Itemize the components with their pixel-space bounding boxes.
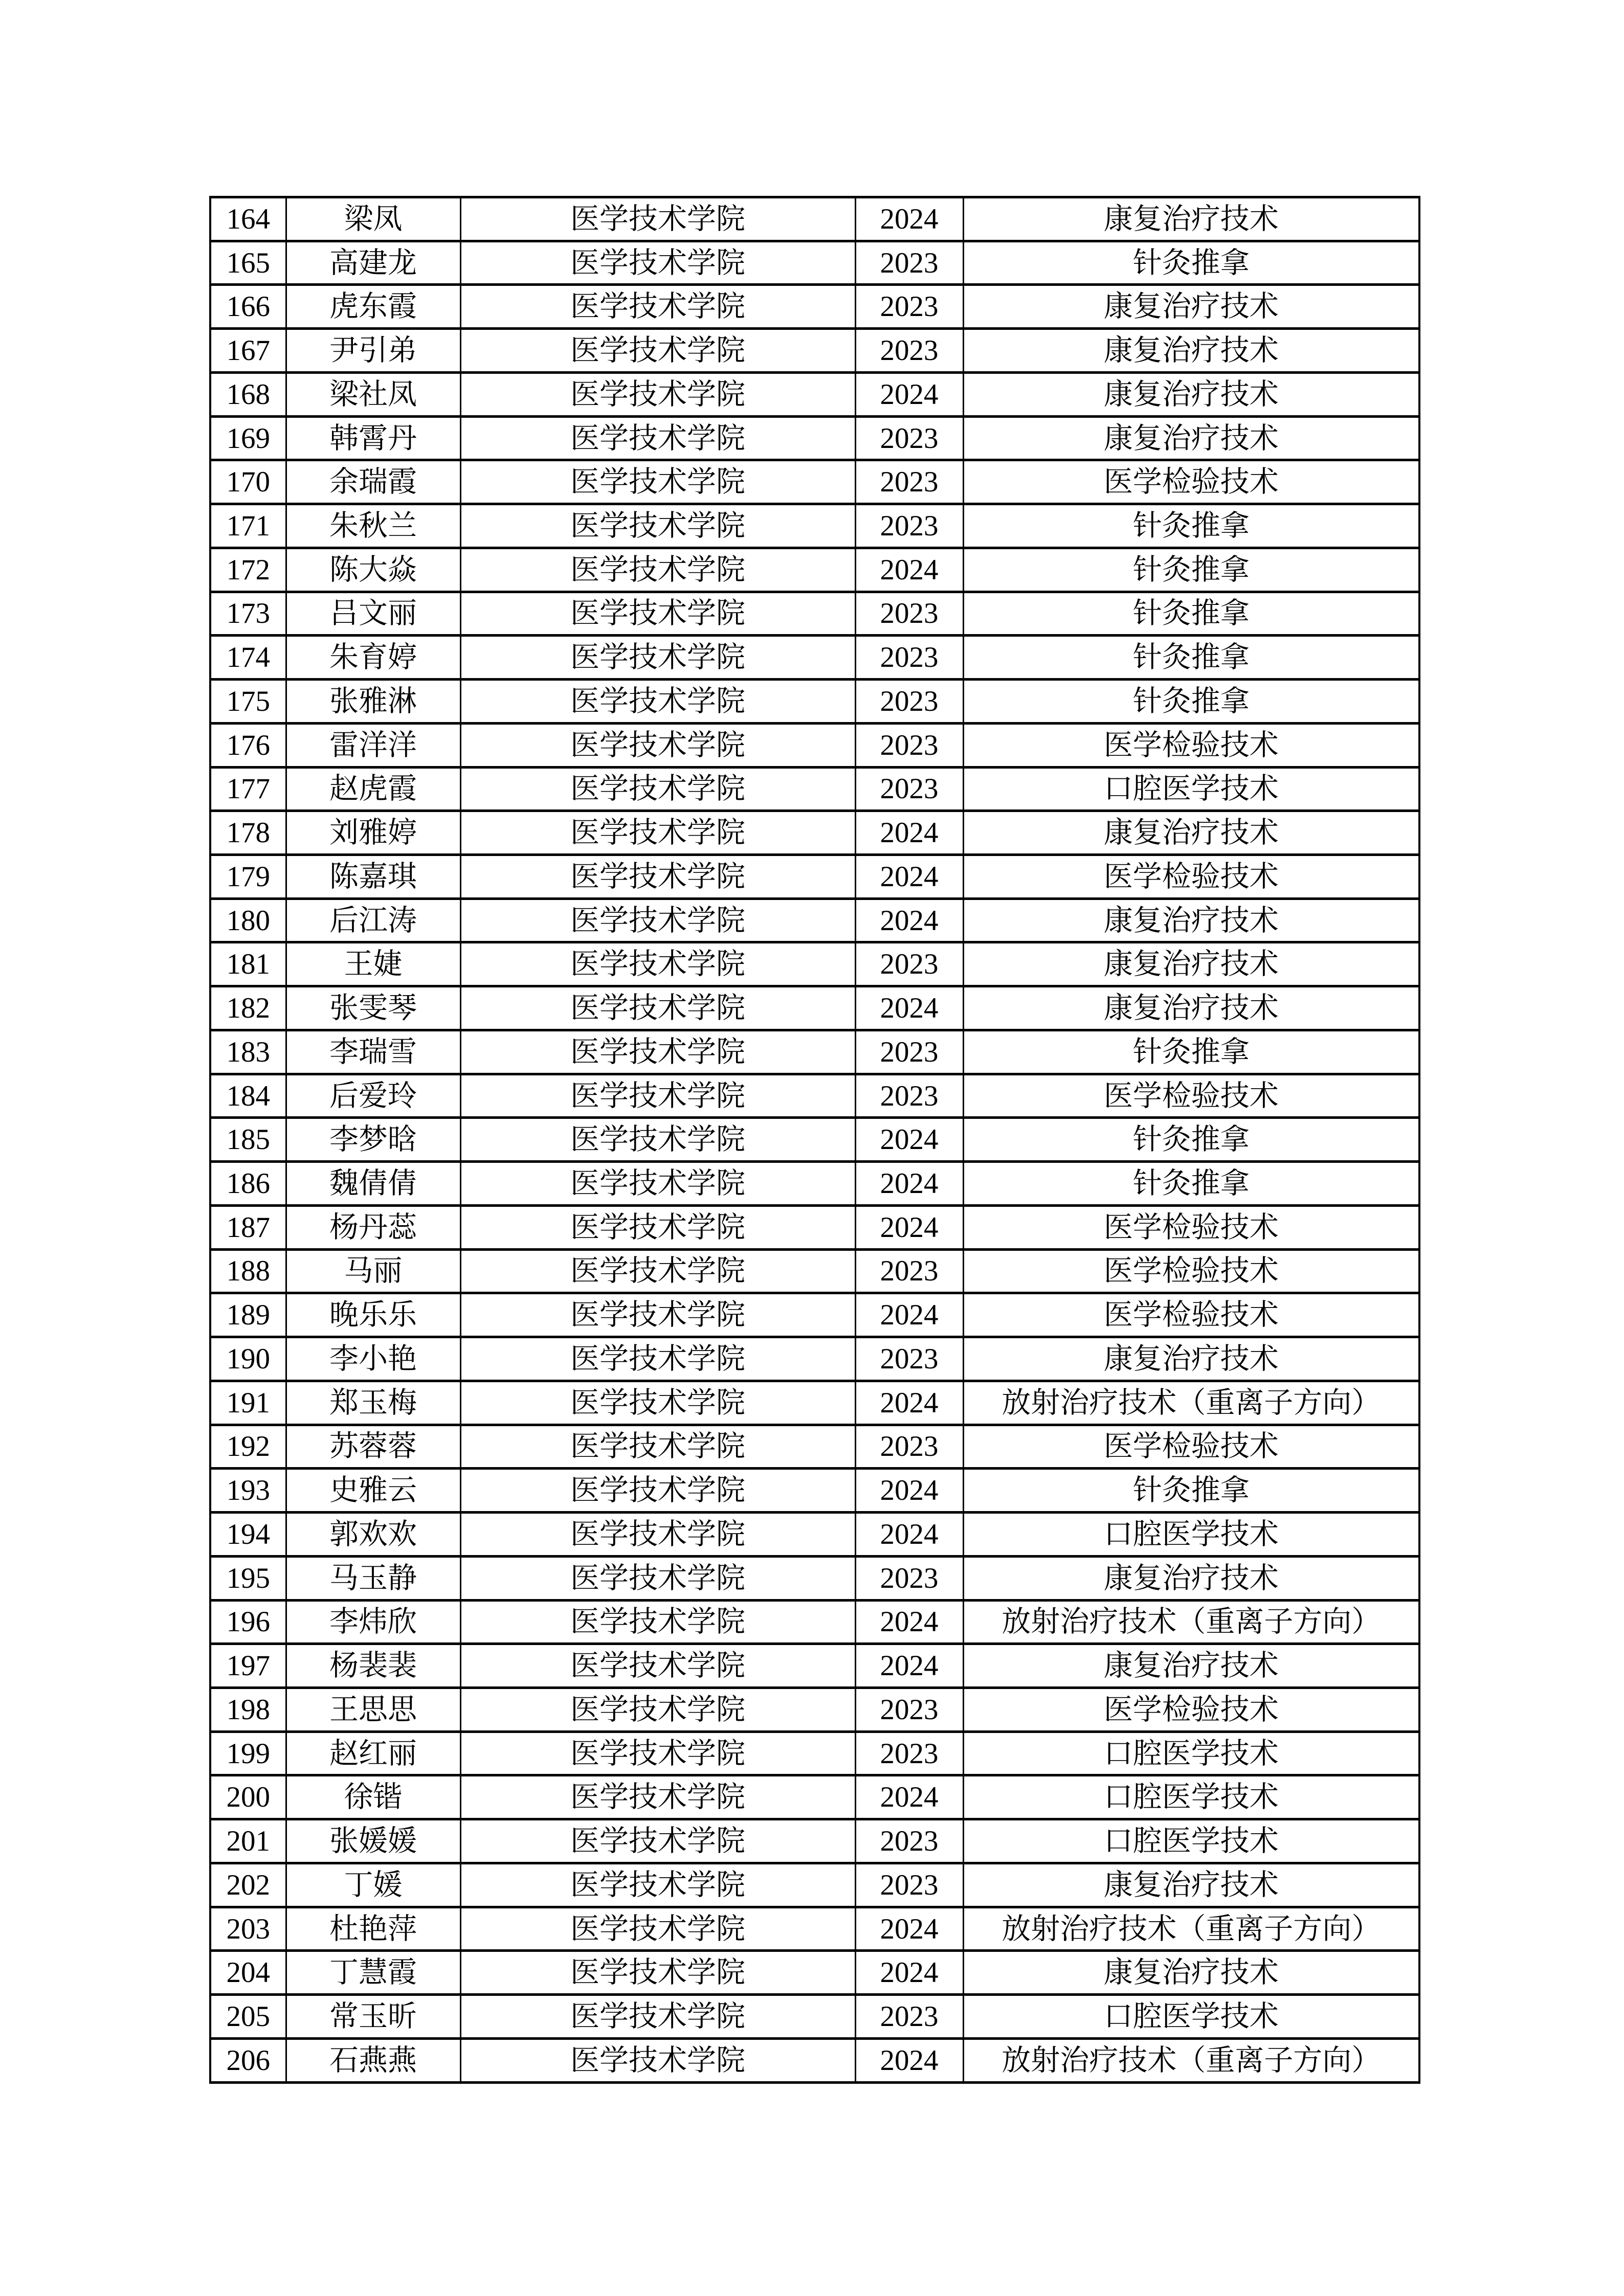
cell-no: 189 [210, 1293, 286, 1337]
cell-no: 200 [210, 1775, 286, 1819]
table-row [210, 1293, 1419, 1337]
cell-name: 朱秋兰 [286, 504, 460, 548]
cell-no: 203 [210, 1907, 286, 1951]
cell-college: 医学技术学院 [460, 1337, 855, 1381]
cell-no: 172 [210, 548, 286, 592]
cell-year: 2024 [855, 548, 963, 592]
cell-college: 医学技术学院 [460, 1863, 855, 1907]
cell-no: 204 [210, 1951, 286, 1995]
cell-name: 苏蓉蓉 [286, 1425, 460, 1469]
table-row [210, 1513, 1419, 1557]
cell-major: 康复治疗技术 [963, 898, 1419, 942]
cell-year: 2023 [855, 504, 963, 548]
cell-major: 放射治疗技术（重离子方向） [963, 1907, 1419, 1951]
cell-major: 医学检验技术 [963, 1205, 1419, 1249]
cell-major: 医学检验技术 [963, 1687, 1419, 1731]
table-row [210, 811, 1419, 855]
cell-major: 口腔医学技术 [963, 1775, 1419, 1819]
cell-no: 175 [210, 680, 286, 724]
table-row [210, 1644, 1419, 1688]
cell-year: 2023 [855, 241, 963, 285]
table-row [210, 1556, 1419, 1600]
cell-year: 2024 [855, 1951, 963, 1995]
cell-no: 164 [210, 197, 286, 241]
cell-name: 郭欢欢 [286, 1513, 460, 1557]
table-row [210, 285, 1419, 329]
cell-major: 针灸推拿 [963, 504, 1419, 548]
cell-major: 医学检验技术 [963, 1425, 1419, 1469]
cell-major: 医学检验技术 [963, 855, 1419, 899]
cell-year: 2024 [855, 1513, 963, 1557]
cell-name: 晚乐乐 [286, 1293, 460, 1337]
table-row [210, 1951, 1419, 1995]
cell-year: 2023 [855, 723, 963, 767]
cell-no: 199 [210, 1731, 286, 1775]
cell-college: 医学技术学院 [460, 1118, 855, 1162]
cell-name: 徐锴 [286, 1775, 460, 1819]
table-row [210, 329, 1419, 373]
table-row [210, 1205, 1419, 1249]
cell-major: 针灸推拿 [963, 592, 1419, 636]
cell-year: 2024 [855, 811, 963, 855]
cell-major: 口腔医学技术 [963, 767, 1419, 811]
cell-year: 2024 [855, 2038, 963, 2082]
cell-no: 192 [210, 1425, 286, 1469]
cell-major: 放射治疗技术（重离子方向） [963, 1600, 1419, 1644]
cell-name: 丁慧霞 [286, 1951, 460, 1995]
cell-college: 医学技术学院 [460, 855, 855, 899]
cell-college: 医学技术学院 [460, 942, 855, 986]
cell-year: 2024 [855, 197, 963, 241]
cell-year: 2023 [855, 1030, 963, 1074]
table-row [210, 1819, 1419, 1863]
cell-no: 197 [210, 1644, 286, 1688]
cell-college: 医学技术学院 [460, 460, 855, 504]
table-row [210, 1030, 1419, 1074]
cell-no: 169 [210, 416, 286, 460]
cell-name: 雷洋洋 [286, 723, 460, 767]
cell-name: 陈大焱 [286, 548, 460, 592]
cell-name: 丁媛 [286, 1863, 460, 1907]
table-row [210, 636, 1419, 680]
cell-college: 医学技术学院 [460, 592, 855, 636]
cell-no: 186 [210, 1162, 286, 1206]
cell-major: 医学检验技术 [963, 1249, 1419, 1293]
cell-no: 180 [210, 898, 286, 942]
table-row [210, 1687, 1419, 1731]
cell-major: 康复治疗技术 [963, 942, 1419, 986]
cell-no: 181 [210, 942, 286, 986]
cell-no: 206 [210, 2038, 286, 2082]
cell-name: 梁社凤 [286, 372, 460, 416]
cell-name: 马玉静 [286, 1556, 460, 1600]
cell-college: 医学技术学院 [460, 285, 855, 329]
cell-college: 医学技术学院 [460, 329, 855, 373]
cell-year: 2023 [855, 1687, 963, 1731]
cell-major: 针灸推拿 [963, 636, 1419, 680]
cell-college: 医学技术学院 [460, 1556, 855, 1600]
table-row [210, 1425, 1419, 1469]
cell-name: 陈嘉琪 [286, 855, 460, 899]
cell-college: 医学技术学院 [460, 1951, 855, 1995]
cell-major: 针灸推拿 [963, 1118, 1419, 1162]
cell-no: 174 [210, 636, 286, 680]
cell-name: 梁凤 [286, 197, 460, 241]
cell-college: 医学技术学院 [460, 1469, 855, 1513]
cell-year: 2024 [855, 1162, 963, 1206]
cell-name: 史雅云 [286, 1469, 460, 1513]
cell-major: 放射治疗技术（重离子方向） [963, 2038, 1419, 2082]
cell-college: 医学技术学院 [460, 1644, 855, 1688]
cell-college: 医学技术学院 [460, 811, 855, 855]
table-row [210, 1775, 1419, 1819]
cell-name: 李炜欣 [286, 1600, 460, 1644]
cell-year: 2024 [855, 1644, 963, 1688]
table-row [210, 1074, 1419, 1118]
cell-major: 针灸推拿 [963, 1162, 1419, 1206]
cell-year: 2023 [855, 636, 963, 680]
cell-major: 康复治疗技术 [963, 329, 1419, 373]
cell-major: 康复治疗技术 [963, 811, 1419, 855]
cell-major: 针灸推拿 [963, 680, 1419, 724]
cell-name: 杜艳萍 [286, 1907, 460, 1951]
cell-major: 医学检验技术 [963, 1293, 1419, 1337]
cell-name: 王思思 [286, 1687, 460, 1731]
cell-college: 医学技术学院 [460, 2038, 855, 2082]
cell-no: 176 [210, 723, 286, 767]
cell-no: 183 [210, 1030, 286, 1074]
cell-no: 167 [210, 329, 286, 373]
cell-name: 高建龙 [286, 241, 460, 285]
cell-college: 医学技术学院 [460, 636, 855, 680]
cell-college: 医学技术学院 [460, 1293, 855, 1337]
cell-college: 医学技术学院 [460, 1731, 855, 1775]
cell-major: 放射治疗技术（重离子方向） [963, 1381, 1419, 1425]
cell-no: 165 [210, 241, 286, 285]
cell-major: 针灸推拿 [963, 548, 1419, 592]
cell-year: 2023 [855, 1074, 963, 1118]
cell-major: 康复治疗技术 [963, 986, 1419, 1030]
table-row [210, 1907, 1419, 1951]
cell-name: 郑玉梅 [286, 1381, 460, 1425]
cell-college: 医学技术学院 [460, 1513, 855, 1557]
cell-name: 韩霄丹 [286, 416, 460, 460]
cell-year: 2024 [855, 1907, 963, 1951]
cell-year: 2024 [855, 1775, 963, 1819]
cell-year: 2023 [855, 416, 963, 460]
cell-major: 康复治疗技术 [963, 197, 1419, 241]
cell-no: 184 [210, 1074, 286, 1118]
cell-year: 2023 [855, 460, 963, 504]
cell-name: 后爱玲 [286, 1074, 460, 1118]
table-row [210, 1381, 1419, 1425]
table-row [210, 592, 1419, 636]
cell-no: 171 [210, 504, 286, 548]
cell-no: 185 [210, 1118, 286, 1162]
cell-major: 康复治疗技术 [963, 285, 1419, 329]
cell-no: 190 [210, 1337, 286, 1381]
cell-name: 张雯琴 [286, 986, 460, 1030]
cell-year: 2023 [855, 1731, 963, 1775]
cell-name: 尹引弟 [286, 329, 460, 373]
table-row [210, 942, 1419, 986]
table-row [210, 1995, 1419, 2039]
cell-name: 李小艳 [286, 1337, 460, 1381]
cell-major: 口腔医学技术 [963, 1819, 1419, 1863]
cell-no: 177 [210, 767, 286, 811]
cell-name: 余瑞霞 [286, 460, 460, 504]
cell-no: 173 [210, 592, 286, 636]
cell-major: 康复治疗技术 [963, 1951, 1419, 1995]
cell-no: 195 [210, 1556, 286, 1600]
cell-college: 医学技术学院 [460, 1249, 855, 1293]
cell-no: 193 [210, 1469, 286, 1513]
cell-college: 医学技术学院 [460, 1819, 855, 1863]
cell-name: 王婕 [286, 942, 460, 986]
cell-name: 李瑞雪 [286, 1030, 460, 1074]
cell-college: 医学技术学院 [460, 723, 855, 767]
cell-college: 医学技术学院 [460, 416, 855, 460]
cell-year: 2024 [855, 1205, 963, 1249]
cell-major: 针灸推拿 [963, 241, 1419, 285]
cell-major: 口腔医学技术 [963, 1731, 1419, 1775]
cell-major: 针灸推拿 [963, 1030, 1419, 1074]
cell-college: 医学技术学院 [460, 548, 855, 592]
cell-no: 196 [210, 1600, 286, 1644]
cell-year: 2024 [855, 898, 963, 942]
cell-no: 194 [210, 1513, 286, 1557]
cell-year: 2023 [855, 1337, 963, 1381]
cell-year: 2023 [855, 1819, 963, 1863]
cell-name: 赵红丽 [286, 1731, 460, 1775]
table-row [210, 1162, 1419, 1206]
table-row [210, 680, 1419, 724]
cell-year: 2024 [855, 1118, 963, 1162]
cell-college: 医学技术学院 [460, 1995, 855, 2039]
table-row [210, 1337, 1419, 1381]
cell-year: 2023 [855, 285, 963, 329]
table-row [210, 1249, 1419, 1293]
table-row [210, 372, 1419, 416]
cell-name: 石燕燕 [286, 2038, 460, 2082]
cell-major: 康复治疗技术 [963, 1644, 1419, 1688]
cell-major: 医学检验技术 [963, 1074, 1419, 1118]
cell-year: 2024 [855, 1293, 963, 1337]
cell-year: 2024 [855, 1600, 963, 1644]
cell-college: 医学技术学院 [460, 197, 855, 241]
cell-major: 康复治疗技术 [963, 1863, 1419, 1907]
cell-name: 赵虎霞 [286, 767, 460, 811]
cell-name: 杨丹蕊 [286, 1205, 460, 1249]
cell-name: 常玉昕 [286, 1995, 460, 2039]
cell-year: 2023 [855, 1249, 963, 1293]
cell-year: 2024 [855, 1469, 963, 1513]
cell-year: 2023 [855, 1863, 963, 1907]
cell-no: 191 [210, 1381, 286, 1425]
cell-name: 李梦晗 [286, 1118, 460, 1162]
cell-college: 医学技术学院 [460, 767, 855, 811]
cell-name: 刘雅婷 [286, 811, 460, 855]
cell-college: 医学技术学院 [460, 504, 855, 548]
table-row [210, 855, 1419, 899]
cell-no: 201 [210, 1819, 286, 1863]
cell-year: 2023 [855, 680, 963, 724]
student-roster-table-body [210, 197, 1419, 2083]
cell-name: 魏倩倩 [286, 1162, 460, 1206]
table-row [210, 986, 1419, 1030]
cell-name: 马丽 [286, 1249, 460, 1293]
table-row [210, 1469, 1419, 1513]
cell-name: 虎东霞 [286, 285, 460, 329]
cell-college: 医学技术学院 [460, 986, 855, 1030]
cell-college: 医学技术学院 [460, 1600, 855, 1644]
cell-major: 口腔医学技术 [963, 1995, 1419, 2039]
cell-year: 2024 [855, 855, 963, 899]
table-row [210, 1118, 1419, 1162]
cell-no: 182 [210, 986, 286, 1030]
table-row [210, 1600, 1419, 1644]
cell-year: 2023 [855, 329, 963, 373]
cell-college: 医学技术学院 [460, 1205, 855, 1249]
cell-name: 朱育婷 [286, 636, 460, 680]
cell-no: 205 [210, 1995, 286, 2039]
cell-major: 康复治疗技术 [963, 416, 1419, 460]
student-roster-table [209, 196, 1420, 2084]
cell-college: 医学技术学院 [460, 898, 855, 942]
table-row [210, 1731, 1419, 1775]
table-row [210, 2038, 1419, 2082]
cell-year: 2023 [855, 1995, 963, 2039]
cell-college: 医学技术学院 [460, 1381, 855, 1425]
cell-year: 2024 [855, 372, 963, 416]
cell-name: 后江涛 [286, 898, 460, 942]
cell-major: 康复治疗技术 [963, 372, 1419, 416]
cell-college: 医学技术学院 [460, 680, 855, 724]
cell-name: 吕文丽 [286, 592, 460, 636]
cell-college: 医学技术学院 [460, 1074, 855, 1118]
table-row [210, 241, 1419, 285]
cell-name: 张媛媛 [286, 1819, 460, 1863]
cell-major: 康复治疗技术 [963, 1556, 1419, 1600]
cell-no: 198 [210, 1687, 286, 1731]
cell-college: 医学技术学院 [460, 1425, 855, 1469]
table-row [210, 548, 1419, 592]
cell-major: 康复治疗技术 [963, 1337, 1419, 1381]
cell-college: 医学技术学院 [460, 241, 855, 285]
cell-year: 2023 [855, 1556, 963, 1600]
cell-year: 2023 [855, 1425, 963, 1469]
cell-major: 口腔医学技术 [963, 1513, 1419, 1557]
cell-college: 医学技术学院 [460, 372, 855, 416]
cell-college: 医学技术学院 [460, 1030, 855, 1074]
cell-name: 张雅淋 [286, 680, 460, 724]
cell-no: 179 [210, 855, 286, 899]
table-row [210, 416, 1419, 460]
cell-no: 166 [210, 285, 286, 329]
cell-no: 202 [210, 1863, 286, 1907]
cell-no: 187 [210, 1205, 286, 1249]
table-row [210, 460, 1419, 504]
cell-major: 针灸推拿 [963, 1469, 1419, 1513]
table-row [210, 1863, 1419, 1907]
cell-no: 178 [210, 811, 286, 855]
cell-year: 2023 [855, 767, 963, 811]
cell-no: 170 [210, 460, 286, 504]
cell-major: 医学检验技术 [963, 460, 1419, 504]
cell-college: 医学技术学院 [460, 1775, 855, 1819]
cell-no: 168 [210, 372, 286, 416]
cell-year: 2023 [855, 942, 963, 986]
cell-year: 2024 [855, 986, 963, 1030]
table-row [210, 723, 1419, 767]
cell-college: 医学技术学院 [460, 1907, 855, 1951]
cell-year: 2024 [855, 1381, 963, 1425]
cell-college: 医学技术学院 [460, 1687, 855, 1731]
cell-college: 医学技术学院 [460, 1162, 855, 1206]
table-row [210, 197, 1419, 241]
cell-major: 医学检验技术 [963, 723, 1419, 767]
table-row [210, 504, 1419, 548]
table-row [210, 767, 1419, 811]
cell-no: 188 [210, 1249, 286, 1293]
cell-name: 杨裴裴 [286, 1644, 460, 1688]
table-row [210, 898, 1419, 942]
cell-year: 2023 [855, 592, 963, 636]
